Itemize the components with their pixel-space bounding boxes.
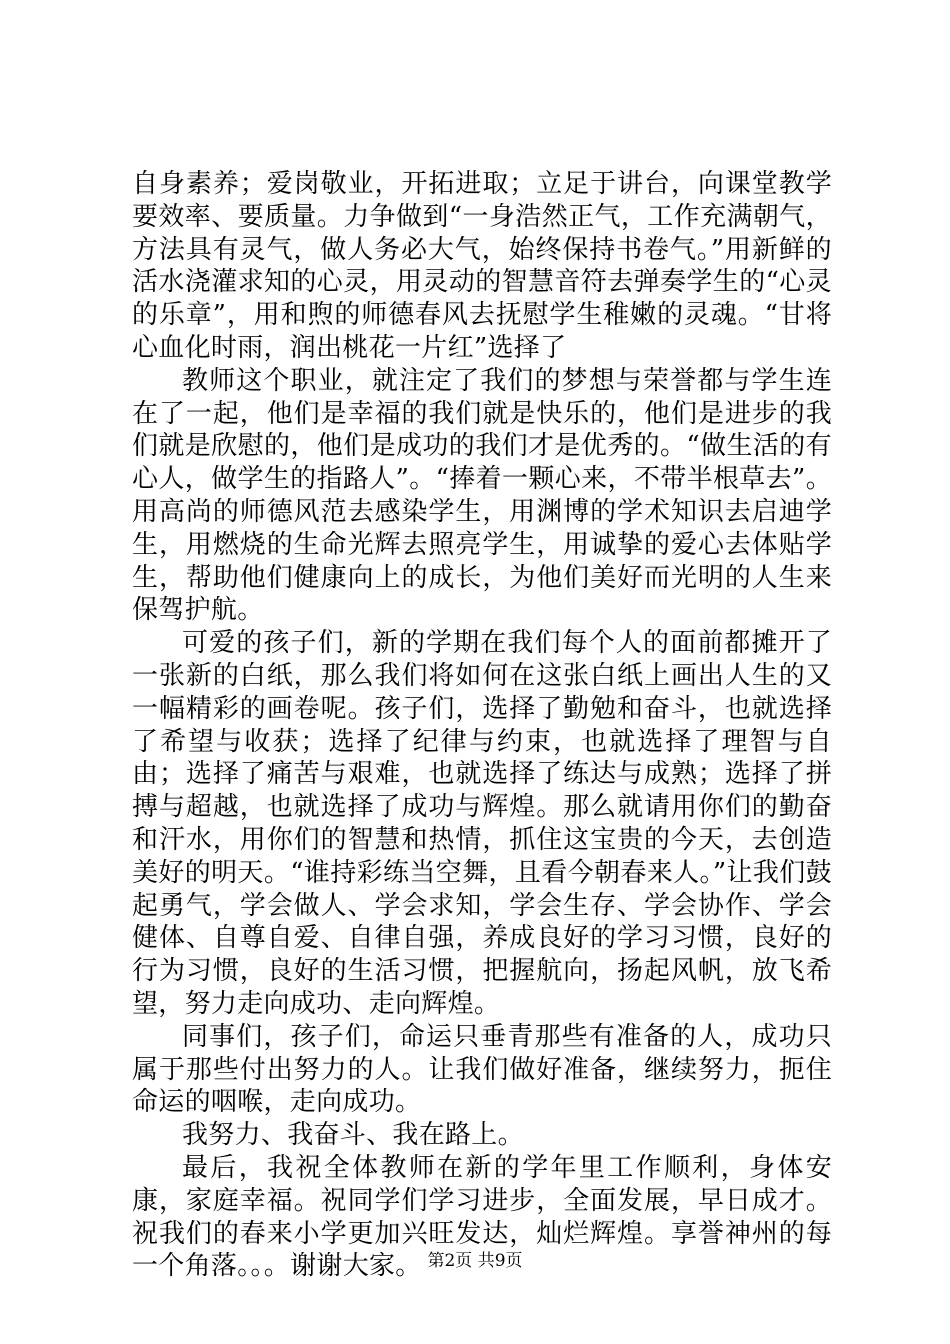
paragraph-5: 我努力、我奋斗、我在路上。	[182, 1120, 524, 1151]
paragraph-1: 自身素养；爱岗敬业，开拓进取；立足于讲台，向课堂教学要效率、要质量。力争做到“一身浩然正气，工作充满朝气，方法具有灵气，做人务必大气，始终保持书卷气。”用新鲜的活水浇灌求知的心灵，用灵动的智慧音符去弹奏学生的“心灵的乐章”，用和煦的师德春风去抚慰学生稚嫩的灵魂。“甘将心血化时雨，润出桃花一片红”选择了	[132, 169, 832, 363]
paragraph-4: 同事们，孩子们，命运只垂青那些有准备的人，成功只属于那些付出努力的人。让我们做好准备，继续努力，扼住命运的咽喉，走向成功。	[132, 1021, 832, 1118]
page-number-footer: 第2页 共9页	[427, 1251, 523, 1271]
document-body	[132, 168, 832, 1283]
paragraph-2: 教师这个职业，就注定了我们的梦想与荣誉都与学生连在了一起，他们是幸福的我们就是快乐的，他们是进步的我们就是欣慰的，他们是成功的我们才是优秀的。“做生活的有心人，做学生的指路人”。“捧着一颗心来，不带半根草去”。用高尚的师德风范去感染学生，用渊博的学术知识去启迪学生，用燃烧的生命光辉去照亮学生，用诚挚的爱心去体贴学生，帮助他们健康向上的成长，为他们美好而光明的人生来保驾护航。	[132, 365, 832, 626]
paragraph-6: 最后，我祝全体教师在新的学年里工作顺利，身体安康，家庭幸福。祝同学们学习进步，全面发展，早日成才。祝我们的春来小学更加兴旺发达，灿烂辉煌。享誉神州的每一个角落。。。谢谢大家。	[132, 1152, 832, 1282]
paragraph-3: 可爱的孩子们，新的学期在我们每个人的面前都摊开了一张新的白纸，那么我们将如何在这张白纸上画出人生的又一幅精彩的画卷呢。孩子们，选择了勤勉和奋斗，也就选择了希望与收获；选择了纪律与约束，也就选择了理智与自由；选择了痛苦与艰难，也就选择了练达与成熟；选择了拼搏与超越，也就选择了成功与辉煌。那么就请用你们的勤奋和汗水，用你们的智慧和热情，抓住这宝贵的今天，去创造美好的明天。“谁持彩练当空舞，且看今朝春来人。”让我们鼓起勇气，学会做人、学会求知，学会生存、学会协作、学会健体、自尊自爱、自律自强，养成良好的学习习惯，良好的行为习惯，良好的生活习惯，把握航向，扬起风帆，放飞希望，努力走向成功、走向辉煌。	[132, 628, 832, 1019]
